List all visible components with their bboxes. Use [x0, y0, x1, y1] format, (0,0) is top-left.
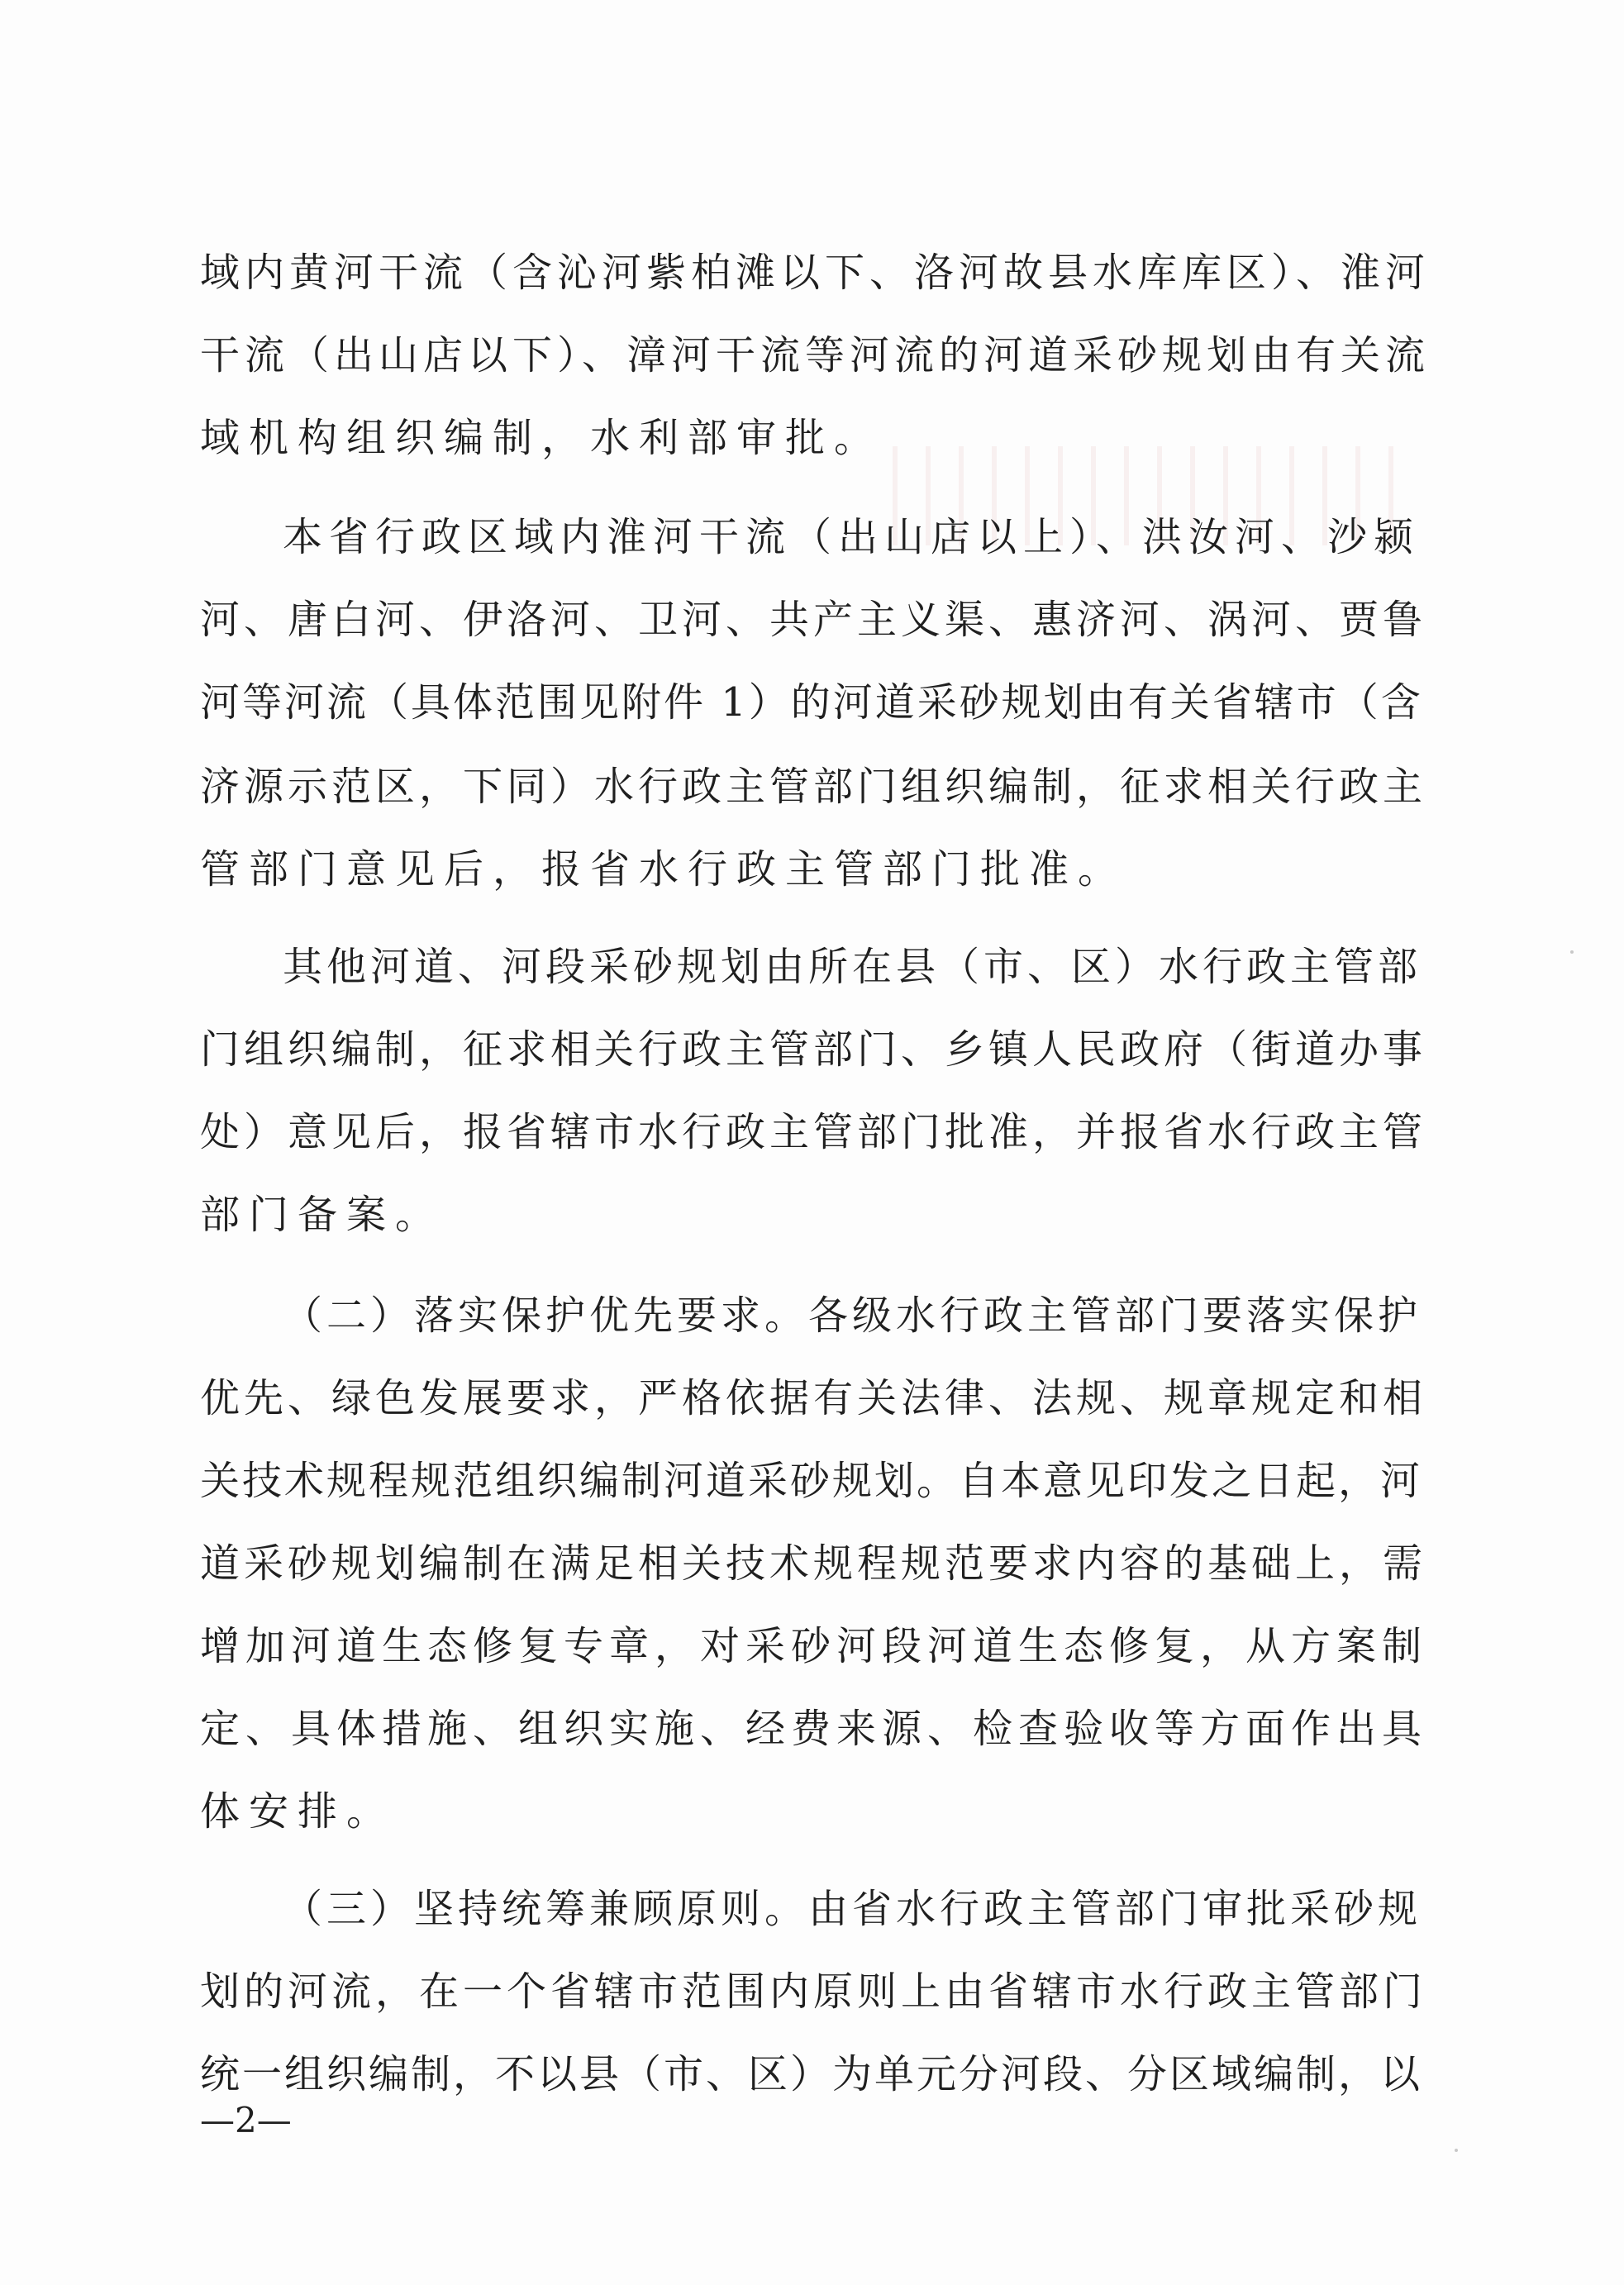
page-number: —2— — [200, 2100, 292, 2140]
text-line: 门组织编制，征求相关行政主管部门、乡镇人民政府（街道办事 — [200, 1026, 1427, 1073]
text-line: 道采砂规划编制在满足相关技术规程规范要求内容的基础上，需 — [200, 1540, 1427, 1587]
text-line: （三）坚持统筹兼顾原则。由省水行政主管部门审批采砂规 — [283, 1886, 1422, 1932]
text-line: 划的河流，在一个省辖市范围内原则上由省辖市水行政主管部门 — [200, 1968, 1427, 2015]
text-line: 关技术规程规范组织编制河道采砂规划。自本意见印发之日起，河 — [200, 1458, 1423, 1504]
text-line: （二）落实保护优先要求。各级水行政主管部门要落实保护 — [283, 1292, 1422, 1339]
text-line: 定、具体措施、组织实施、经费来源、检查验收等方面作出具 — [200, 1706, 1428, 1752]
text-line: 河等河流（具体范围见附件 1）的河道采砂规划由有关省辖市（含 — [200, 679, 1423, 726]
text-line: 处）意见后，报省辖市水行政主管部门批准，并报省水行政主管 — [200, 1109, 1427, 1155]
text-line: 其他河道、河段采砂规划由所在县（市、区）水行政主管部 — [283, 944, 1422, 990]
text-line: 体安排。 — [200, 1788, 396, 1835]
text-line: 优先、绿色发展要求，严格依据有关法律、法规、规章规定和相 — [200, 1375, 1427, 1421]
text-line: 济源示范区，下同）水行政主管部门组织编制，征求相关行政主 — [200, 764, 1427, 810]
text-line: 部门备案。 — [200, 1192, 445, 1238]
paper-speck — [1570, 950, 1574, 954]
text-line: 增加河道生态修复专章，对采砂河段河道生态修复，从方案制 — [200, 1623, 1428, 1669]
text-line: 管部门意见后，报省水行政主管部门批准。 — [200, 846, 1127, 893]
text-line: 域内黄河干流（含沁河紫柏滩以下、洛河故县水库库区）、淮河 — [200, 250, 1431, 296]
text-line: 域机构组织编制，水利部审批。 — [200, 415, 883, 461]
text-line: 河、唐白河、伊洛河、卫河、共产主义渠、惠济河、涡河、贾鲁 — [200, 597, 1427, 643]
paper-speck — [1455, 2149, 1458, 2152]
text-line: 本省行政区域内淮河干流（出山店以上）、洪汝河、沙颍 — [283, 514, 1421, 560]
text-line: 统一组织编制，不以县（市、区）为单元分河段、分区域编制，以 — [200, 2051, 1423, 2097]
text-line: 干流（出山店以下）、漳河干流等河流的河道采砂规划由有关流 — [200, 332, 1431, 378]
